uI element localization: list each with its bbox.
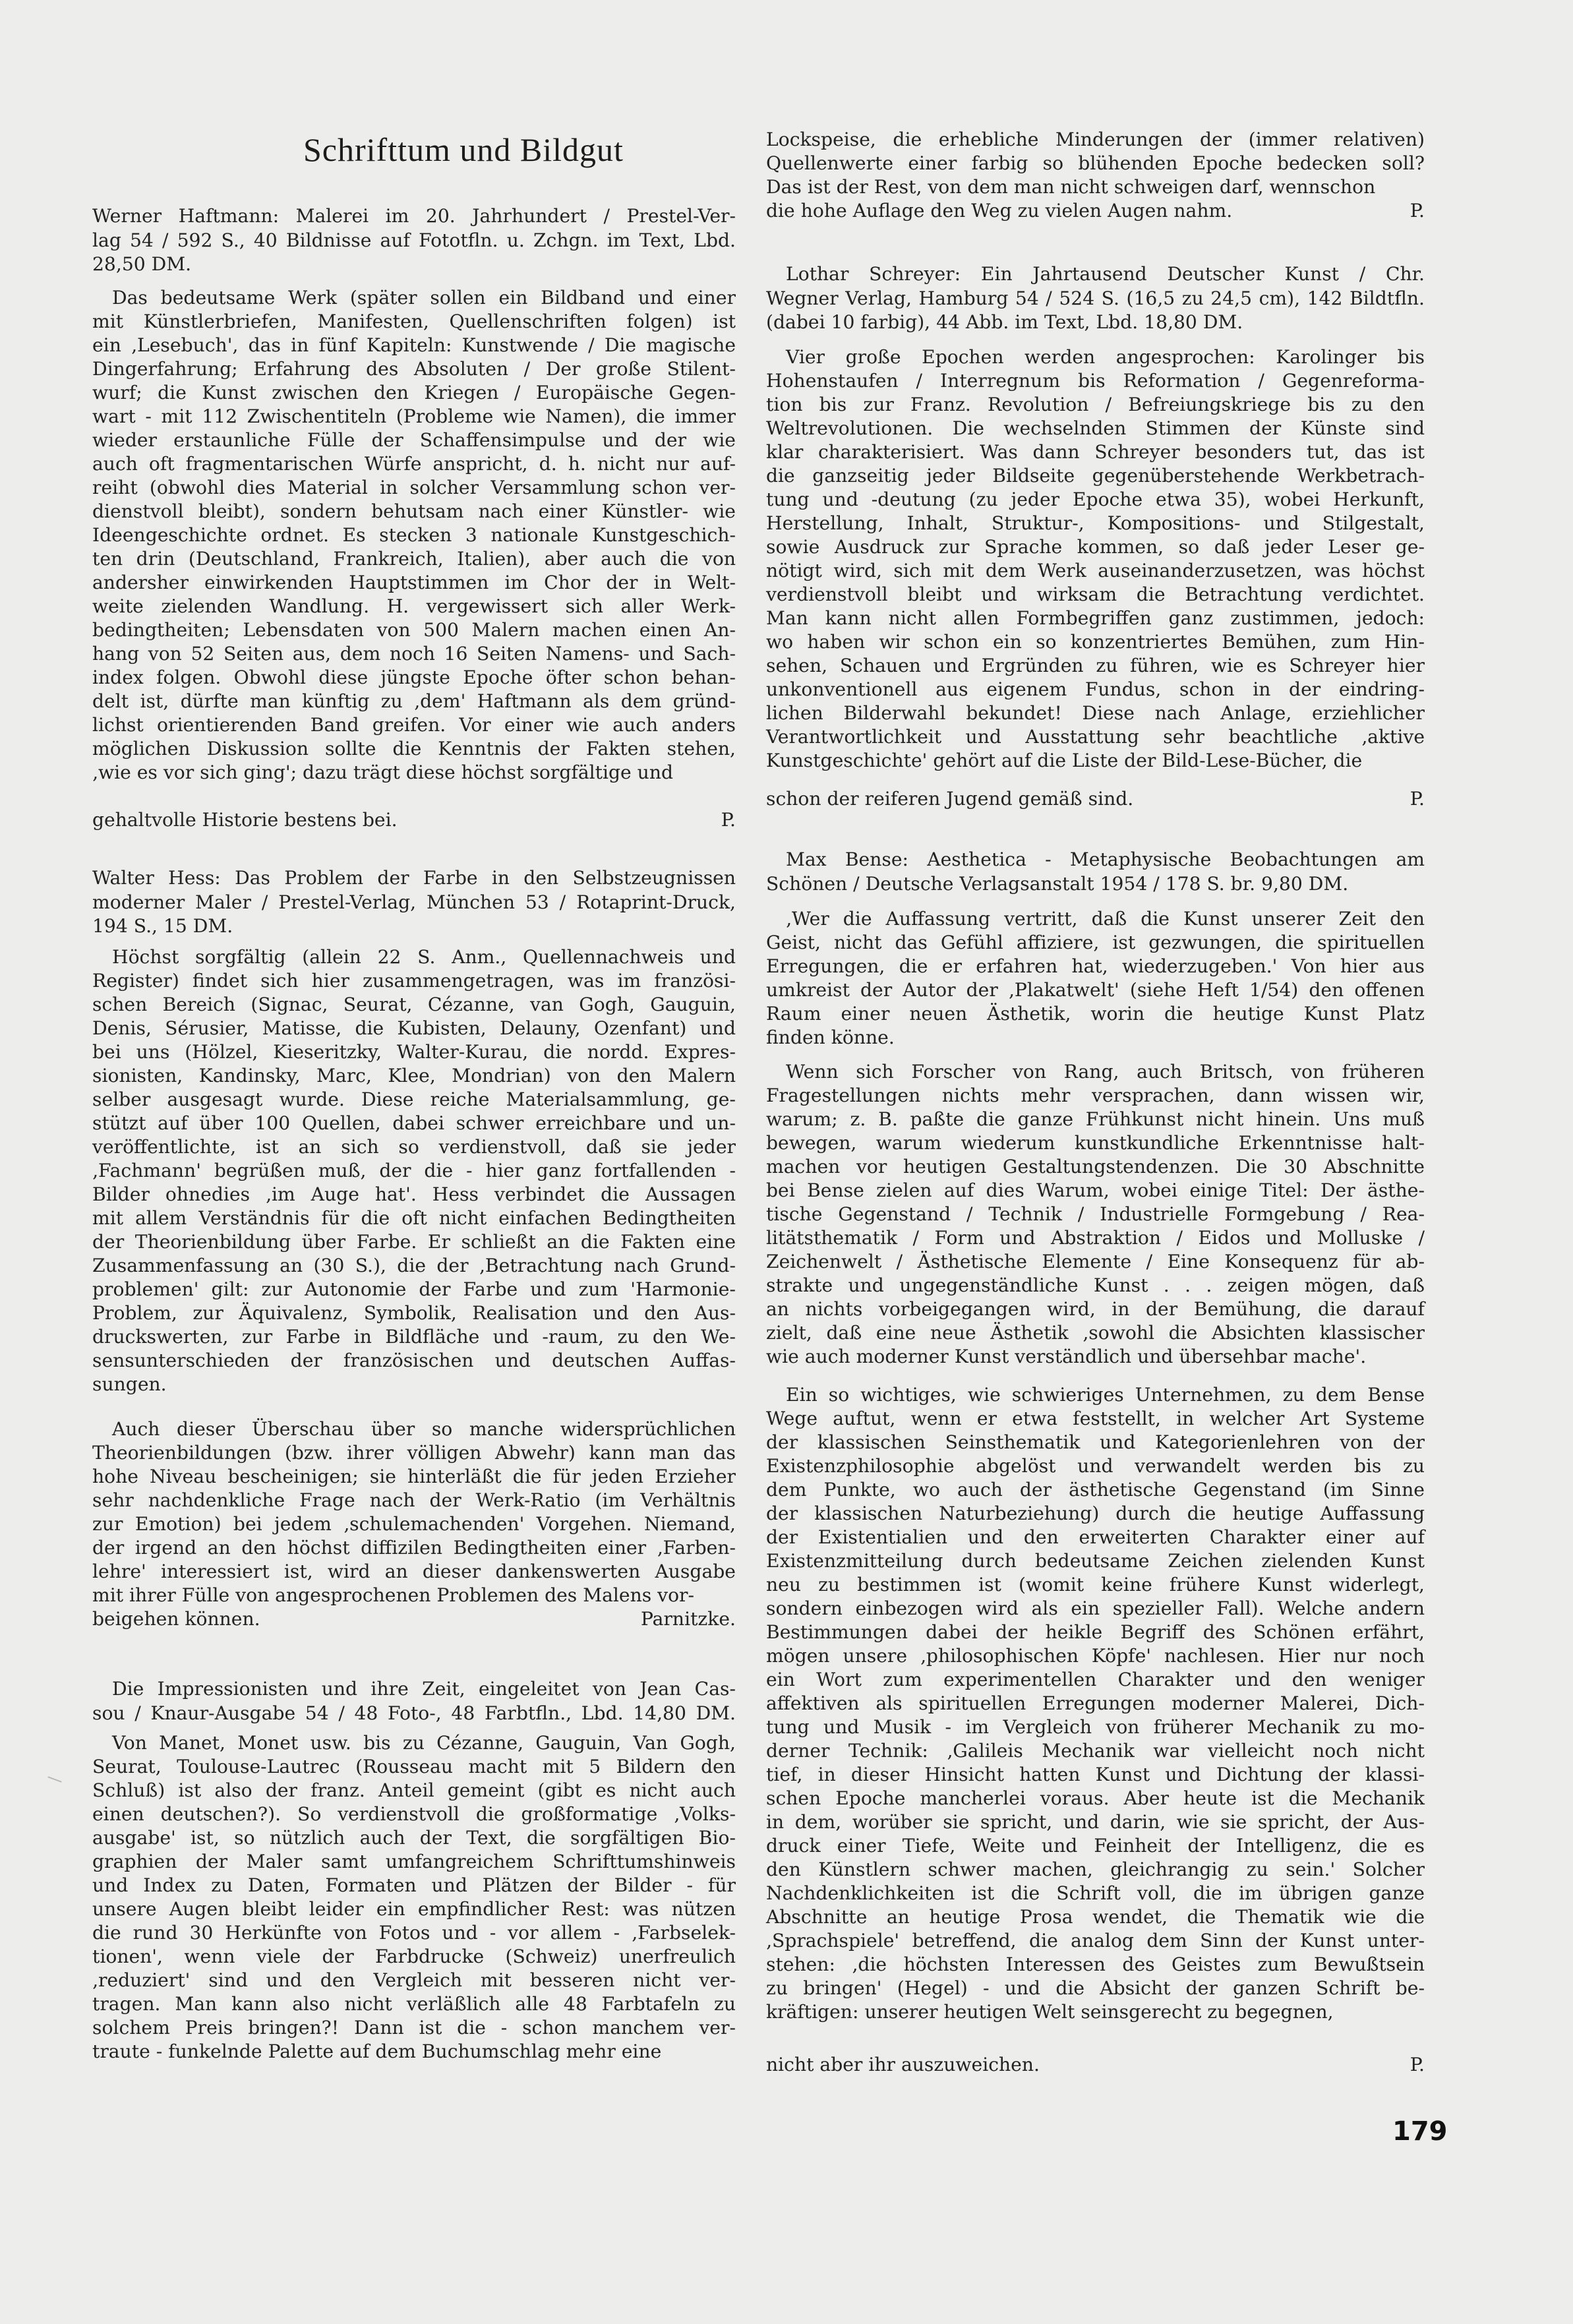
text-line: ‚Fachmann' begrüßen muß, der die - hier ganz fortfallenden - — [92, 1160, 736, 1181]
text-line: und Index zu Daten, Formaten und Plätzen der Bilder - für — [92, 1874, 736, 1896]
text-line: Auch dieser Überschau über so manche widersprüchlichen — [112, 1418, 736, 1440]
review-3-body — [92, 1731, 736, 2064]
reviewer-signature: P. — [1410, 788, 1425, 810]
text-line: index folgen. Obwohl diese jüngste Epoche öfter schon behan- — [92, 667, 736, 688]
text-line: wart - mit 112 Zwischentiteln (Probleme wie Namen), die immer — [92, 405, 736, 427]
text-line: auch oft fragmentarischen Würfe anspricht, d. h. nicht nur auf- — [92, 453, 736, 475]
text-line: tion bis zur Franz. Revolution / Befreiungskriege bis zu den — [766, 394, 1425, 415]
text-line: bei Bense zielen auf dies Warum, wobei einige Titel: Der ästhe- — [766, 1179, 1425, 1201]
text-line: sionisten, Kandinsky, Marc, Klee, Mondrian) von den Malern — [92, 1065, 736, 1087]
text-line: Schluß) ist also der franz. Anteil gemeint (gibt es nicht auch — [92, 1779, 736, 1801]
heading-line: Wegner Verlag, Hamburg 54 / 524 S. (16,5 zu 24,5 cm), 142 Bildtfln. — [766, 287, 1425, 309]
text-line: dem Punkte, wo auch der ästhetische Gegenstand (im Sinne — [766, 1479, 1425, 1501]
text-line: der Existentialien und den erweiterten Charakter einer auf — [766, 1526, 1425, 1548]
text-line: Denis, Sérusier, Matisse, die Kubisten, Delauny, Ozenfant) und — [92, 1017, 736, 1039]
text-line: unsere Augen bleibt leider ein empfindlicher Rest: was nützen — [92, 1898, 736, 1920]
text-line: Ideengeschichte ordnet. Es stecken 3 nationale Kunstgeschich- — [92, 524, 736, 546]
text-line: mögen unsere ‚philosophischen Köpfe' nachlesen. Hier nur noch — [766, 1645, 1425, 1667]
review-2-closing — [92, 1607, 736, 1631]
text-line: möglichen Diskussion sollte die Kenntnis der Fakten stehen, — [92, 738, 736, 760]
text-line: wieder erstaunliche Fülle der Schaffensimpulse und der wie — [92, 429, 736, 451]
text-line: Existenzphilosophie abgelöst und verwandelt werden bis zu — [766, 1455, 1425, 1477]
review-1-heading — [92, 204, 736, 277]
text-line: ein Wort zum experimentellen Charakter und den weniger — [766, 1669, 1425, 1690]
text-line: verdienstvoll bleibt und wirksam die Betrachtung verdichtet. — [766, 583, 1425, 605]
text-line: graphien der Maler samt umfangreichem Schrifttumshinweis — [92, 1851, 736, 1872]
text-line: tung und Musik - im Vergleich von früherer Mechanik zu mo- — [766, 1716, 1425, 1738]
review-4-body — [766, 345, 1425, 773]
text-line: Das ist der Rest, von dem man nicht schweigen darf, wennschon — [766, 176, 1376, 198]
text-line: Existenzmitteilung durch bedeutsame Zeichen zielenden Kunst — [766, 1550, 1425, 1572]
review-2-body-1 — [92, 945, 736, 1396]
text-line: zu bringen' (Hegel) - und die Absicht der ganzen Schrift be- — [766, 1977, 1425, 1999]
text-line: stützt auf über 100 Quellen, dabei schwer erreichbare und un- — [92, 1112, 736, 1134]
text-line: bei uns (Hölzel, Kieseritzky, Walter-Kurau, die nordd. Expres- — [92, 1041, 736, 1063]
closing-text: schon der reiferen Jugend gemäß sind. — [766, 788, 1134, 810]
text-line: Problem, zur Äquivalenz, Symbolik, Realisation und den Aus- — [92, 1302, 736, 1324]
review-5-closing — [766, 2053, 1425, 2077]
text-line: andersher einwirkenden Hauptstimmen im Chor der in Welt- — [92, 572, 736, 593]
text-line: sondern einbezogen wird als ein spezieller Fall). Welche andern — [766, 1597, 1425, 1619]
review-3-closing — [766, 199, 1425, 223]
review-2-body-2 — [92, 1417, 736, 1607]
review-3-heading — [92, 1677, 736, 1725]
heading-line: lag 54 / 592 S., 40 Bildnisse auf Fototfln. u. Zchgn. im Text, Lbd. — [92, 229, 736, 251]
text-line: Zeichenwelt / Ästhetische Elemente / Eine Konsequenz für ab- — [766, 1251, 1425, 1272]
page-number: 179 — [1392, 2116, 1448, 2147]
text-line: tung und -deutung (zu jeder Epoche etwa 35), wobei Herkunft, — [766, 489, 1425, 510]
closing-text: gehaltvolle Historie bestens bei. — [92, 809, 398, 831]
text-line: Lockspeise, die erhebliche Minderungen der (immer relativen) — [766, 129, 1425, 150]
text-line: die rund 30 Herkünfte von Fotos und - vor allem - ‚Farbselek- — [92, 1922, 736, 1944]
text-line: solchem Preis bringen?! Dann ist die - schon manchem ver- — [92, 2017, 736, 2039]
review-4-closing — [766, 787, 1425, 811]
text-line: schen Bereich (Signac, Seurat, Cézanne, van Gogh, Gauguin, — [92, 994, 736, 1015]
text-line: weite zielenden Wandlung. H. vergewissert sich aller Werk- — [92, 595, 736, 617]
text-line: warum; z. B. paßte die ganze Frühkunst nicht hinein. Uns muß — [766, 1108, 1425, 1130]
text-line: traute - funkelnde Palette auf dem Buchumschlag mehr eine — [92, 2041, 662, 2062]
text-line: litätsthematik / Form und Abstraktion / Eidos und Molluske / — [766, 1227, 1425, 1249]
text-line: Bestimmungen dabei der heikle Begriff des Schönen erfährt, — [766, 1621, 1425, 1643]
text-line: tragen. Man kann also nicht verläßlich alle 48 Farbtafeln zu — [92, 1993, 736, 2015]
text-line: Fragestellungen nichts mehr versprachen, dann wissen wir, — [766, 1085, 1425, 1106]
text-line: Zusammenfassung an (30 S.), die der ‚Betrachtung nach Grund- — [92, 1255, 736, 1276]
text-line: dienstvoll bleibt), sondern behutsam nach einer Künstler- wie — [92, 500, 736, 522]
text-line: druck einer Tiefe, Weite und Feinheit der Intelligenz, die es — [766, 1835, 1425, 1857]
text-line: an nichts vorbeigegangen wird, in der Bemühung, die darauf — [766, 1298, 1425, 1320]
heading-line: sou / Knaur-Ausgabe 54 / 48 Foto-, 48 Farbtfln., Lbd. 14,80 DM. — [92, 1702, 736, 1724]
text-line: Quellenwerte einer farbig so blühenden Epoche bedecken soll? — [766, 152, 1425, 174]
text-line: affektiven als spirituellen Erregungen moderner Malerei, Dich- — [766, 1692, 1425, 1714]
text-line: lichen Bilderwahl bekundet! Diese nach Anlage, erziehlicher — [766, 702, 1425, 724]
text-line: die ganzseitig jeder Bildseite gegenüberstehende Werkbetrach- — [766, 465, 1425, 487]
text-line: Abschnitte an heutige Prosa wendet, die Thematik wie die — [766, 1906, 1425, 1928]
heading-line: Schönen / Deutsche Verlagsanstalt 1954 / 178 S. br. 9,80 DM. — [766, 872, 1349, 895]
text-line: delt ist, dürfte man künftig zu ‚dem' Haftmann als dem gründ- — [92, 690, 736, 712]
text-line: wurf; die Kunst zwischen den Kriegen / Europäische Gegen- — [92, 382, 736, 403]
text-line: kräftigen: unserer heutigen Welt seinsgerecht zu begegnen, — [766, 2001, 1334, 2023]
text-line: Höchst sorgfältig (allein 22 S. Anm., Quellennachweis und — [112, 946, 736, 968]
text-line: mit Künstlerbriefen, Manifesten, Quellenschriften folgen) ist — [92, 311, 736, 332]
text-line: wo haben wir schon ein so konzentriertes Bemühen, zum Hin- — [766, 631, 1425, 653]
text-line: den Künstlern schwer machen, gleichrangig zu sein.' Solcher — [766, 1859, 1425, 1880]
text-line: ‚Wer die Auffassung vertritt, daß die Kunst unserer Zeit den — [786, 908, 1425, 930]
text-line: Das bedeutsame Werk (später sollen ein Bildband und einer — [112, 287, 736, 309]
text-line: mit ihrer Fülle von angesprochenen Problemen des Malens vor- — [92, 1584, 695, 1606]
text-line: Seurat, Toulouse-Lautrec (Rousseau macht mit 5 Bildern den — [92, 1756, 736, 1777]
heading-line: Max Bense: Aesthetica - Metaphysische Beobachtungen am — [786, 849, 1425, 870]
review-5-heading — [766, 848, 1425, 896]
text-line: Theorienbildungen (bzw. ihrer völligen Abwehr) kann man das — [92, 1442, 736, 1464]
review-5-body-3 — [766, 1383, 1425, 2024]
text-line: ausgabe' ist, so nützlich auch der Text, die sorgfältigen Bio- — [92, 1827, 736, 1849]
text-line: tief, in dieser Hinsicht hatten Kunst und Dichtung der klassi- — [766, 1764, 1425, 1785]
text-line: der irgend an den höchst diffizilen Bedingtheiten einer ‚Farben- — [92, 1537, 736, 1559]
text-line: einen deutschen?). So verdienstvoll die großformatige ‚Volks- — [92, 1803, 736, 1825]
text-line: zur Emotion) bei jedem ‚schulemachenden' Vorgehen. Niemand, — [92, 1513, 736, 1535]
review-1-body — [92, 286, 736, 785]
review-4-heading — [766, 262, 1425, 335]
text-line: Erregungen, die er erfahren hat, wiederzugeben.' Von hier aus — [766, 955, 1425, 977]
review-5-body-2 — [766, 1060, 1425, 1369]
text-line: umkreist der Autor der ‚Plakatwelt' (siehe Heft 1/54) den offenen — [766, 979, 1425, 1001]
text-line: Geist, nicht das Gefühl affiziere, ist gezwungen, die spirituellen — [766, 932, 1425, 953]
heading-line: Lothar Schreyer: Ein Jahrtausend Deutscher Kunst / Chr. — [786, 263, 1425, 285]
reviewer-signature: P. — [1410, 2054, 1425, 2075]
closing-text: beigehen können. — [92, 1608, 260, 1630]
heading-line: Walter Hess: Das Problem der Farbe in den Selbstzeugnissen — [92, 867, 736, 889]
text-line: Wege auftut, wenn er etwa feststellt, in welcher Art Systeme — [766, 1408, 1425, 1429]
text-line: Ein so wichtiges, wie schwieriges Unternehmen, zu dem Bense — [786, 1384, 1425, 1406]
text-line: ‚Sprachspiele' betreffend, die analog dem Sinn der Kunst unter- — [766, 1930, 1425, 1952]
heading-line: 194 S., 15 DM. — [92, 915, 233, 937]
review-1-closing — [92, 808, 736, 832]
text-line: Vier große Epochen werden angesprochen: Karolinger bis — [786, 346, 1425, 368]
text-line: hohe Niveau bescheinigen; sie hinterläßt die für jeden Erzieher — [92, 1466, 736, 1487]
heading-line: Die Impressionisten und ihre Zeit, eingeleitet von Jean Cas- — [112, 1678, 736, 1700]
text-line: Verantwortlichkeit und Ausstattung sehr beachtliche ‚aktive — [766, 726, 1425, 748]
text-line: Register) findet sich hier zusammengetragen, was im französi- — [92, 970, 736, 992]
text-line: reiht (obwohl dies Material in solcher Versammlung schon ver- — [92, 477, 736, 498]
text-line: hang von 52 Seiten aus, dem noch 16 Seiten Namens- und Sach- — [92, 643, 736, 665]
reviewer-signature: Parnitzke. — [640, 1608, 736, 1630]
text-line: machen vor heutigen Gestaltungstendenzen. Die 30 Abschnitte — [766, 1156, 1425, 1177]
text-line: sungen. — [92, 1373, 167, 1395]
text-line: tische Gegenstand / Technik / Industrielle Formgebung / Rea- — [766, 1203, 1425, 1225]
review-2-heading — [92, 866, 736, 939]
reviewer-signature: P. — [1410, 200, 1425, 222]
text-line: nötigt wird, sich mit dem Werk auseinanderzusetzen, was höchst — [766, 560, 1425, 581]
text-line: sehen, Schauen und Ergründen zu führen, wie es Schreyer hier — [766, 655, 1425, 676]
review-3-continuation — [766, 128, 1425, 199]
closing-line — [92, 1607, 736, 1631]
heading-line: (dabei 10 farbig), 44 Abb. im Text, Lbd. 18,80 DM. — [766, 311, 1243, 333]
text-line: ‚wie es vor sich ging'; dazu trägt diese höchst sorgfältige und — [92, 761, 674, 783]
heading-line: 28,50 DM. — [92, 253, 192, 275]
text-line: Raum einer neuen Ästhetik, worin die heutige Kunst Platz — [766, 1003, 1425, 1025]
text-line: sowie Ausdruck zur Sprache kommen, so daß jeder Leser ge- — [766, 536, 1425, 558]
text-line: problemen' gilt: zur Autonomie der Farbe und zum 'Harmonie- — [92, 1278, 736, 1300]
text-line: Herstellung, Inhalt, Struktur-, Kompositions- und Stilgestalt, — [766, 512, 1425, 534]
closing-line — [766, 787, 1425, 811]
text-line: in dem, worüber sie spricht, und darin, wie sie spricht, der Aus- — [766, 1811, 1425, 1833]
text-line: strakte und ungegenständliche Kunst . . . zeigen mögen, daß — [766, 1274, 1425, 1296]
text-line: klar charakterisiert. Was dann Schreyer besonders tut, das ist — [766, 441, 1425, 463]
heading-line: moderner Maler / Prestel-Verlag, München 53 / Rotaprint-Druck, — [92, 891, 736, 913]
text-line: bewegen, warum wiederum kunstkundliche Erkenntnisse halt- — [766, 1132, 1425, 1154]
text-line: Dingerfahrung; Erfahrung des Absoluten / Der große Stilent- — [92, 358, 736, 380]
text-line: Kunstgeschichte' gehört auf die Liste der Bild-Lese-Bücher, die — [766, 750, 1363, 771]
text-line: stehen: ‚die höchsten Interessen des Geistes zum Bewußtsein — [766, 1953, 1425, 1975]
text-line: bedingtheiten; Lebensdaten von 500 Malern machen einen An- — [92, 619, 736, 641]
text-line: der klassischen Seinsthematik und Kategorienlehren von der — [766, 1431, 1425, 1453]
closing-text: die hohe Auflage den Weg zu vielen Augen nahm. — [766, 200, 1233, 222]
text-line: Bilder ohnedies ‚im Auge hat'. Hess verbindet die Aussagen — [92, 1183, 736, 1205]
heading-line: Werner Haftmann: Malerei im 20. Jahrhundert / Prestel-Ver- — [92, 205, 736, 227]
text-line: schen Epoche mancherlei voraus. Aber heute ist die Mechanik — [766, 1787, 1425, 1809]
text-line: neu zu bestimmen ist (womit keine frühere Kunst widerlegt, — [766, 1574, 1425, 1595]
text-line: wie auch moderner Kunst verständlich und übersehbar mache'. — [766, 1346, 1367, 1367]
text-line: ‚reduziert' sind und den Vergleich mit besseren nicht ver- — [92, 1969, 736, 1991]
review-5-body-1 — [766, 907, 1425, 1050]
text-line: selber ausgesagt wurde. Diese reiche Materialsammlung, ge- — [92, 1088, 736, 1110]
text-line: mit allem Verständnis für die oft nicht einfachen Bedingtheiten — [92, 1207, 736, 1229]
text-line: lichst orientierenden Band greifen. Vor einer wie auch anders — [92, 714, 736, 736]
closing-line — [766, 2053, 1425, 2077]
text-line: derner Technik: ‚Galileis Mechanik war vielleicht noch nicht — [766, 1740, 1425, 1762]
text-line: Weltrevolutionen. Die wechselnden Stimmen der Künste sind — [766, 417, 1425, 439]
text-line: Von Manet, Monet usw. bis zu Cézanne, Gauguin, Van Gogh, — [112, 1732, 736, 1754]
closing-text: nicht aber ihr auszuweichen. — [766, 2054, 1040, 2075]
text-line: ein ‚Lesebuch', das in fünf Kapiteln: Kunstwende / Die magische — [92, 334, 736, 356]
text-line: der Theorienbildung über Farbe. Er schließt an die Fakten eine — [92, 1231, 736, 1253]
text-line: Nachdenklichkeiten ist die Schrift voll, die im übrigen ganze — [766, 1882, 1425, 1904]
scan-mark — [47, 1776, 61, 1782]
text-line: lehre' interessiert ist, wird an dieser dankenswerten Ausgabe — [92, 1561, 736, 1582]
text-line: tionen', wenn viele der Farbdrucke (Schweiz) unerfreulich — [92, 1946, 736, 1967]
page-title: Schrifttum und Bildgut — [303, 131, 624, 168]
closing-line — [766, 199, 1425, 223]
text-line: Wenn sich Forscher von Rang, auch Britsch, von früheren — [786, 1061, 1425, 1083]
text-line: zielt, daß eine neue Ästhetik ‚sowohl die Absichten klassischer — [766, 1322, 1425, 1344]
text-line: Man kann nicht allen Formbegriffen ganz zustimmen, jedoch: — [766, 607, 1425, 629]
text-line: unkonventionell aus eigenem Fundus, schon in der eindring- — [766, 678, 1425, 700]
text-line: der klassischen Naturbeziehung) durch die heutige Auffassung — [766, 1503, 1425, 1524]
text-line: druckswerten, zur Farbe in Bildfläche und -raum, zu den We- — [92, 1326, 736, 1348]
text-line: finden könne. — [766, 1027, 895, 1048]
closing-line — [92, 808, 736, 832]
text-line: veröffentlichte, ist an sich so verdienstvoll, daß sie jeder — [92, 1136, 736, 1158]
text-line: sensunterschieden der französischen und deutschen Auffas- — [92, 1350, 736, 1371]
reviewer-signature: P. — [721, 809, 736, 831]
text-line: ten drin (Deutschland, Frankreich, Italien), aber auch die von — [92, 548, 736, 570]
text-line: sehr nachdenkliche Frage nach der Werk-Ratio (im Verhältnis — [92, 1489, 736, 1511]
text-line: Hohenstaufen / Interregnum bis Reformation / Gegenreforma- — [766, 370, 1425, 392]
